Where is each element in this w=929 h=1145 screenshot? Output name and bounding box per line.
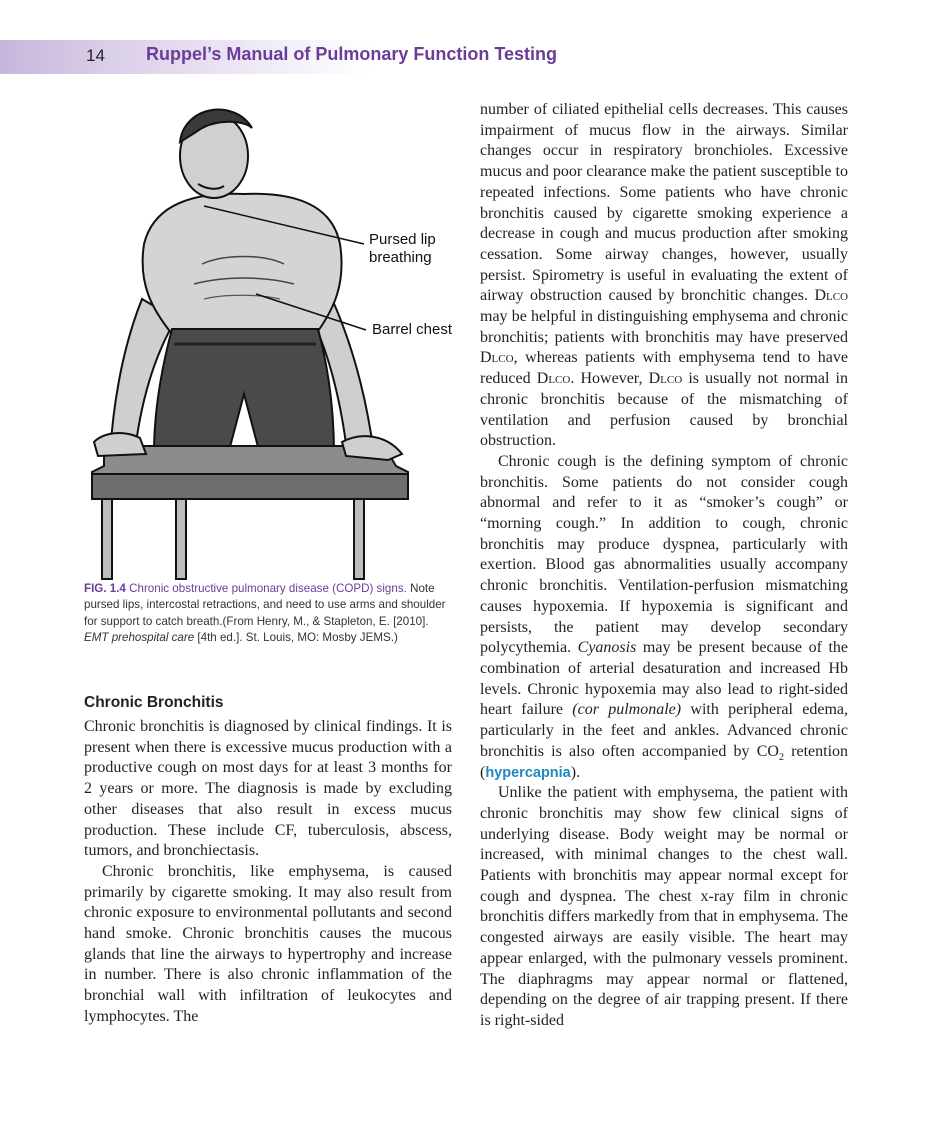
text-run: may be helpful in distinguishing emphysema and chronic bronchitis; patients with bronchitis may have preserved	[480, 308, 848, 346]
figure-caption	[84, 581, 456, 647]
figure-illustration	[84, 94, 462, 580]
caption-text: Note pursed lips, intercostal retractions, and need to use arms and shoulder for support to catch breath.(From Henry, M., & Stapleton, E. [2010].	[84, 582, 446, 628]
section-heading: Chronic Bronchitis	[84, 694, 224, 711]
label-barrel-chest: Barrel chest	[372, 321, 453, 338]
text-run: with peripheral edema, particularly in the feet and ankles. Advanced chronic bronchitis is also often accompanied by CO	[480, 701, 848, 760]
copd-patient-illustration	[84, 94, 462, 580]
page-number: 14	[86, 46, 105, 65]
caption-book-title: EMT prehospital care	[84, 631, 195, 645]
caption-tail: [4th ed.]. St. Louis, MO: Mosby JEMS.)	[197, 631, 398, 645]
subscript-2: 2	[778, 751, 784, 763]
figure-title: Chronic obstructive pulmonary disease (COPD) signs.	[129, 582, 407, 595]
text-run: ).	[570, 763, 581, 781]
right-column	[480, 100, 848, 1032]
text-run: retention (	[480, 742, 849, 781]
glossary-term-hypercapnia[interactable]: hypercapnia	[485, 764, 571, 781]
paragraph: Chronic bronchitis is diagnosed by clinical findings. It is present when there is excessive mucus production with a productive cough on most days for at least 3 months for 2 years or more. The diagnosis is made by excluding other diseases that also result in excess mucus production. These include CF, tuberculosis, abscess, tumors, and bronchiectasis.	[84, 718, 452, 860]
label-breathing: breathing	[369, 249, 432, 266]
figure-number: FIG. 1.4	[84, 582, 126, 595]
left-column	[84, 717, 452, 1028]
dlco-abbrev: Dlco	[648, 370, 683, 388]
running-title: Ruppel’s Manual of Pulmonary Function Testing	[146, 44, 558, 64]
paragraph: Unlike the patient with emphysema, the patient with chronic bronchitis may show few clinical signs of underlying disease. Body weight may be normal or increased, with minimal changes to the chest wall. Patients with bronchitis may appear normal except for cough and dyspnea. The chest x-ray film in chronic bronchitis differs markedly from that in emphysema. The congested airways are easily visible. The heart may appear enlarged, with the pulmonary vessels prominent. The diaphragms may appear normal or flattened, depending on the degree of air trapping present. If there is right-sided	[480, 784, 848, 1029]
paragraph	[480, 100, 848, 452]
text-run: may be present because of the combination of arterial desaturation and increased Hb levels. Chronic hypoxemia may also lead to right-sided heart failure	[480, 639, 849, 719]
paragraph: Chronic bronchitis, like emphysema, is caused primarily by cigarette smoking. It may also result from chronic exposure to environmental pollutants and second hand smoke. Chronic bronchitis causes the mucous glands that line the airways to hypertrophy and increase in number. There is also chronic inflammation of the bronchial wall with infiltration of leukocytes and lymphocytes. The	[84, 862, 452, 1025]
text-run: Chronic cough is the defining symptom of chronic bronchitis. Some patients do not consider cough abnormal and refer to it as “smoker’s cough” or “morning cough.” In addition to cough, chronic bronchitis may produce dyspnea, particularly with exertion. Blood gas abnormalities usually accompany chronic bronchitis. Ventilation-perfusion mismatching causes hypoxemia. If hypoxemia is significant and persists, the patient may develop secondary polycythemia.	[480, 452, 848, 657]
text-run: , whereas patients with emphysema tend to have reduced	[480, 349, 848, 388]
text-run: is usually not normal in chronic bronchitis because of the mismatching of ventilation and perfusion caused by bronchial obstruction.	[480, 370, 848, 450]
term-cyanosis: Cyanosis	[577, 639, 637, 657]
label-pursed-lip: Pursed lip	[369, 231, 436, 248]
paragraph	[480, 452, 848, 783]
text-run: . However,	[570, 370, 643, 388]
dlco-abbrev: Dlco	[814, 287, 849, 305]
text-run: number of ciliated epithelial cells decreases. This causes impairment of mucus flow in the airways. Similar changes occur in respiratory bronchioles. Excessive mucus and poor clearance make the patient susceptible to repeated infections. Some patients who have chronic bronchitis caused by cigarette smoking experience a decrease in cough and mucus production after smoking cessation. Some airway changes, however, usually persist. Spirometry is useful in evaluating the extent of airway obstruction caused by bronchitic changes.	[480, 101, 848, 305]
term-cor-pulmonale: (cor pulmonale)	[572, 701, 682, 719]
dlco-abbrev: Dlco	[536, 370, 571, 388]
dlco-abbrev: Dlco	[480, 349, 514, 367]
